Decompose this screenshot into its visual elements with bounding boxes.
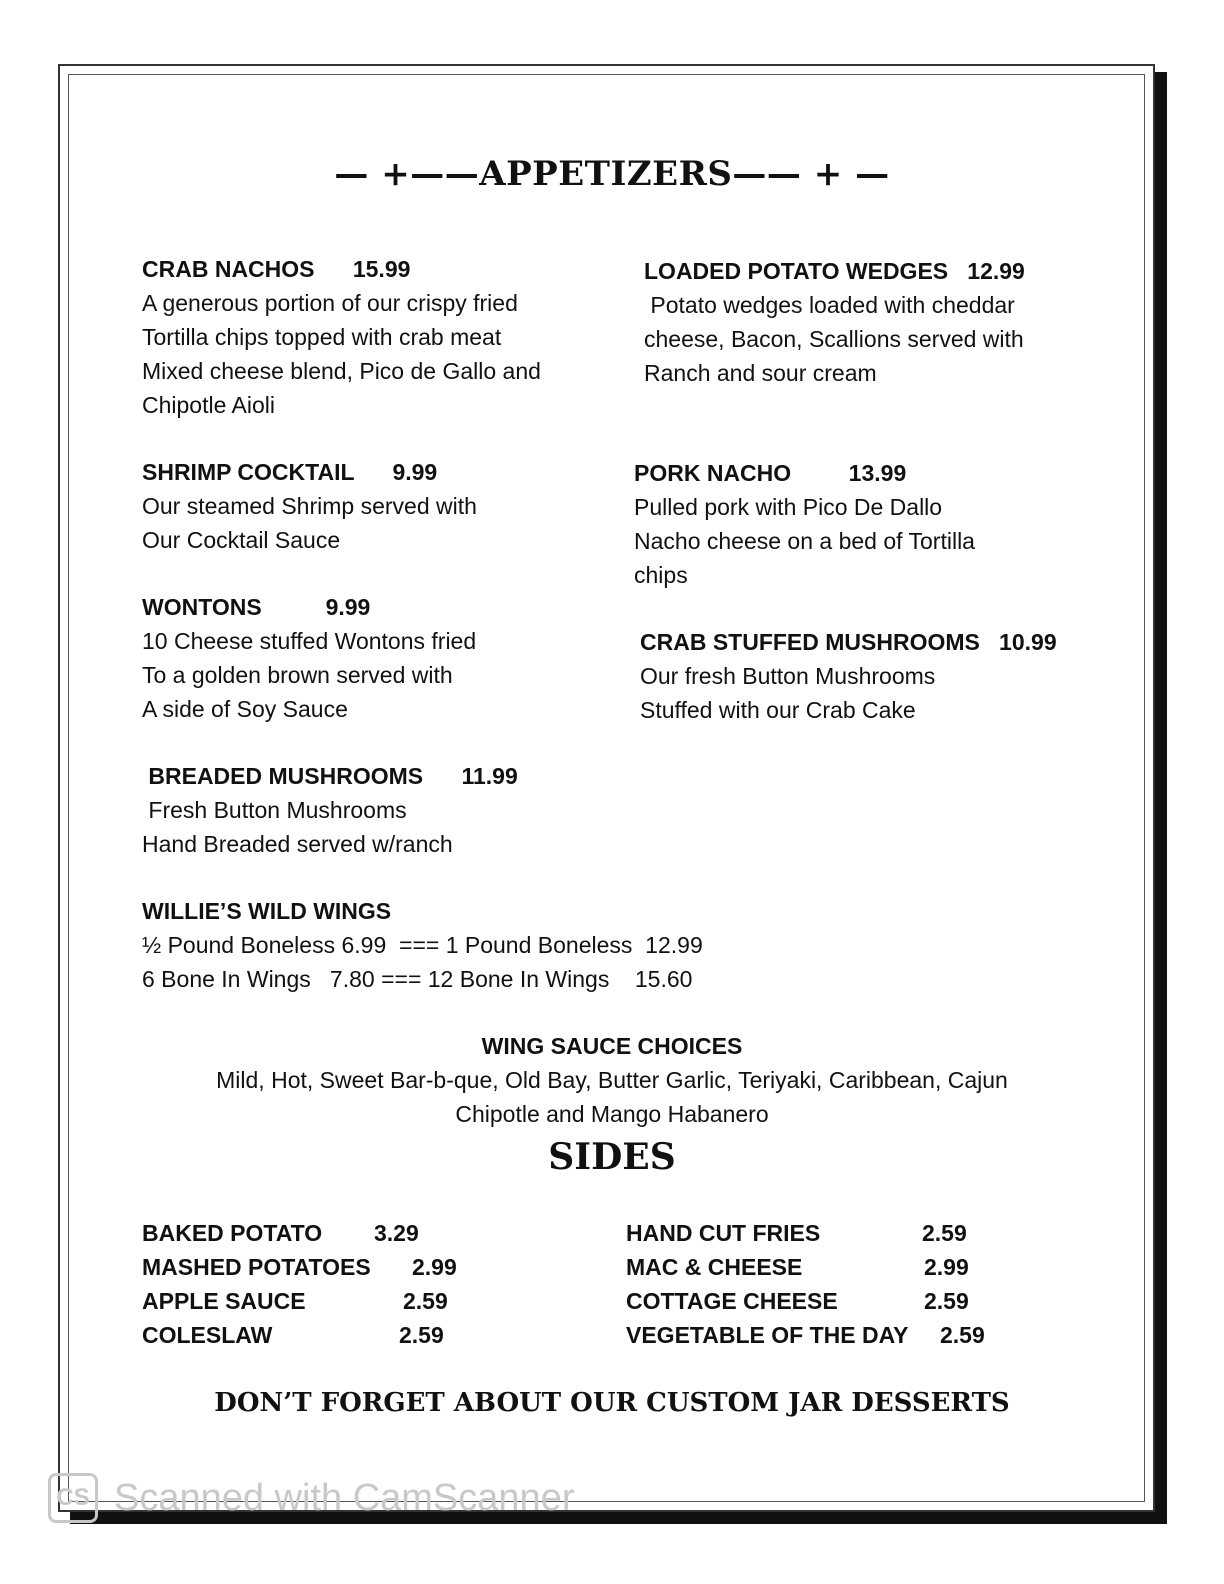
wing-sauce-line: Mild, Hot, Sweet Bar-b-que, Old Bay, Butter Garlic, Teriyaki, Caribbean, Cajun — [216, 1067, 1008, 1093]
sides-left-column — [142, 1216, 482, 1352]
item-description — [142, 489, 477, 557]
side-price: 2.59 — [403, 1288, 448, 1314]
watermark-text: Scanned with CamScanner — [114, 1476, 575, 1519]
dessert-note: DON’T FORGET ABOUT OUR CUSTOM JAR DESSERTS — [214, 1388, 1010, 1418]
desc-line: Fresh Button Mushrooms — [142, 797, 407, 823]
desc-line: Hand Breaded served w/ranch — [142, 831, 453, 857]
item-breaded-mushrooms — [142, 759, 518, 861]
side-row — [142, 1318, 482, 1352]
item-description — [634, 490, 975, 592]
wing-sauce-title: WING SAUCE CHOICES — [481, 1033, 743, 1059]
desc-line: Ranch and sour cream — [644, 360, 877, 386]
desc-line: Chipotle Aioli — [142, 392, 275, 418]
desc-line: Tortilla chips topped with crab meat — [142, 324, 502, 350]
sides-right-column — [626, 1216, 996, 1352]
item-description — [142, 286, 541, 422]
item-crab-nachos — [142, 252, 541, 422]
desc-line: ½ Pound Boneless 6.99 === 1 Pound Boneless 12.99 — [142, 932, 703, 958]
side-price: 2.99 — [412, 1254, 457, 1280]
item-description — [142, 928, 703, 996]
item-title: PORK NACHO 13.99 — [634, 460, 907, 486]
item-description — [644, 288, 1025, 390]
item-title: SHRIMP COCKTAIL 9.99 — [142, 459, 438, 485]
sides-heading: SIDES — [548, 1136, 676, 1178]
side-name: COTTAGE CHEESE — [626, 1288, 838, 1314]
side-row — [626, 1250, 996, 1284]
side-name: BAKED POTATO — [142, 1220, 323, 1246]
item-wings — [142, 894, 703, 996]
desc-line: cheese, Bacon, Scallions served with — [644, 326, 1024, 352]
item-shrimp-cocktail — [142, 455, 477, 557]
side-row — [626, 1284, 996, 1318]
desc-line: chips — [634, 562, 688, 588]
side-price: 2.59 — [922, 1220, 967, 1246]
desc-line: Our steamed Shrimp served with — [142, 493, 477, 519]
item-title: WONTONS 9.99 — [142, 594, 371, 620]
desc-line: Our Cocktail Sauce — [142, 527, 341, 553]
desc-line: Potato wedges loaded with cheddar — [644, 292, 1015, 318]
wing-sauce-line: Chipotle and Mango Habanero — [455, 1101, 769, 1127]
item-title: WILLIE’S WILD WINGS — [142, 898, 392, 924]
desc-line: Mixed cheese blend, Pico de Gallo and — [142, 358, 541, 384]
desc-line: 6 Bone In Wings 7.80 === 12 Bone In Wings 15.60 — [142, 966, 693, 992]
side-row — [626, 1216, 996, 1250]
item-description — [142, 793, 518, 861]
appetizers-heading: — +——APPETIZERS—— + — — [334, 154, 890, 194]
item-title: BREADED MUSHROOMS 11.99 — [142, 763, 518, 789]
item-title: CRAB NACHOS 15.99 — [142, 256, 411, 282]
desc-line: 10 Cheese stuffed Wontons fried — [142, 628, 477, 654]
side-name: VEGETABLE OF THE DAY — [626, 1322, 909, 1348]
side-row — [142, 1216, 482, 1250]
side-price: 2.59 — [399, 1322, 444, 1348]
desc-line: A side of Soy Sauce — [142, 696, 348, 722]
side-price: 2.59 — [940, 1322, 985, 1348]
side-row — [626, 1318, 996, 1352]
camscanner-logo-icon: CS — [48, 1473, 98, 1523]
desc-line: Our fresh Button Mushrooms — [640, 663, 936, 689]
side-price: 3.29 — [374, 1220, 419, 1246]
desc-line: Pulled pork with Pico De Dallo — [634, 494, 943, 520]
side-name: APPLE SAUCE — [142, 1288, 306, 1314]
side-row — [142, 1284, 482, 1318]
item-description — [142, 624, 476, 726]
camscanner-watermark — [48, 1470, 574, 1526]
wing-sauce-section — [0, 1029, 1224, 1131]
side-price: 2.99 — [924, 1254, 969, 1280]
item-loaded-wedges — [644, 254, 1025, 390]
side-name: COLESLAW — [142, 1322, 273, 1348]
side-name: HAND CUT FRIES — [626, 1220, 821, 1246]
side-name: MAC & CHEESE — [626, 1254, 803, 1280]
item-description — [640, 659, 1057, 727]
item-title: LOADED POTATO WEDGES 12.99 — [644, 258, 1025, 284]
side-name: MASHED POTATOES — [142, 1254, 371, 1280]
desc-line: Stuffed with our Crab Cake — [640, 697, 916, 723]
desc-line: To a golden brown served with — [142, 662, 453, 688]
desc-line: A generous portion of our crispy fried — [142, 290, 518, 316]
desc-line: Nacho cheese on a bed of Tortilla — [634, 528, 975, 554]
item-wontons — [142, 590, 476, 726]
side-price: 2.59 — [924, 1288, 969, 1314]
item-crab-mushrooms — [640, 625, 1057, 727]
side-row — [142, 1250, 482, 1284]
item-pork-nacho — [634, 456, 975, 592]
item-title: CRAB STUFFED MUSHROOMS 10.99 — [640, 629, 1057, 655]
